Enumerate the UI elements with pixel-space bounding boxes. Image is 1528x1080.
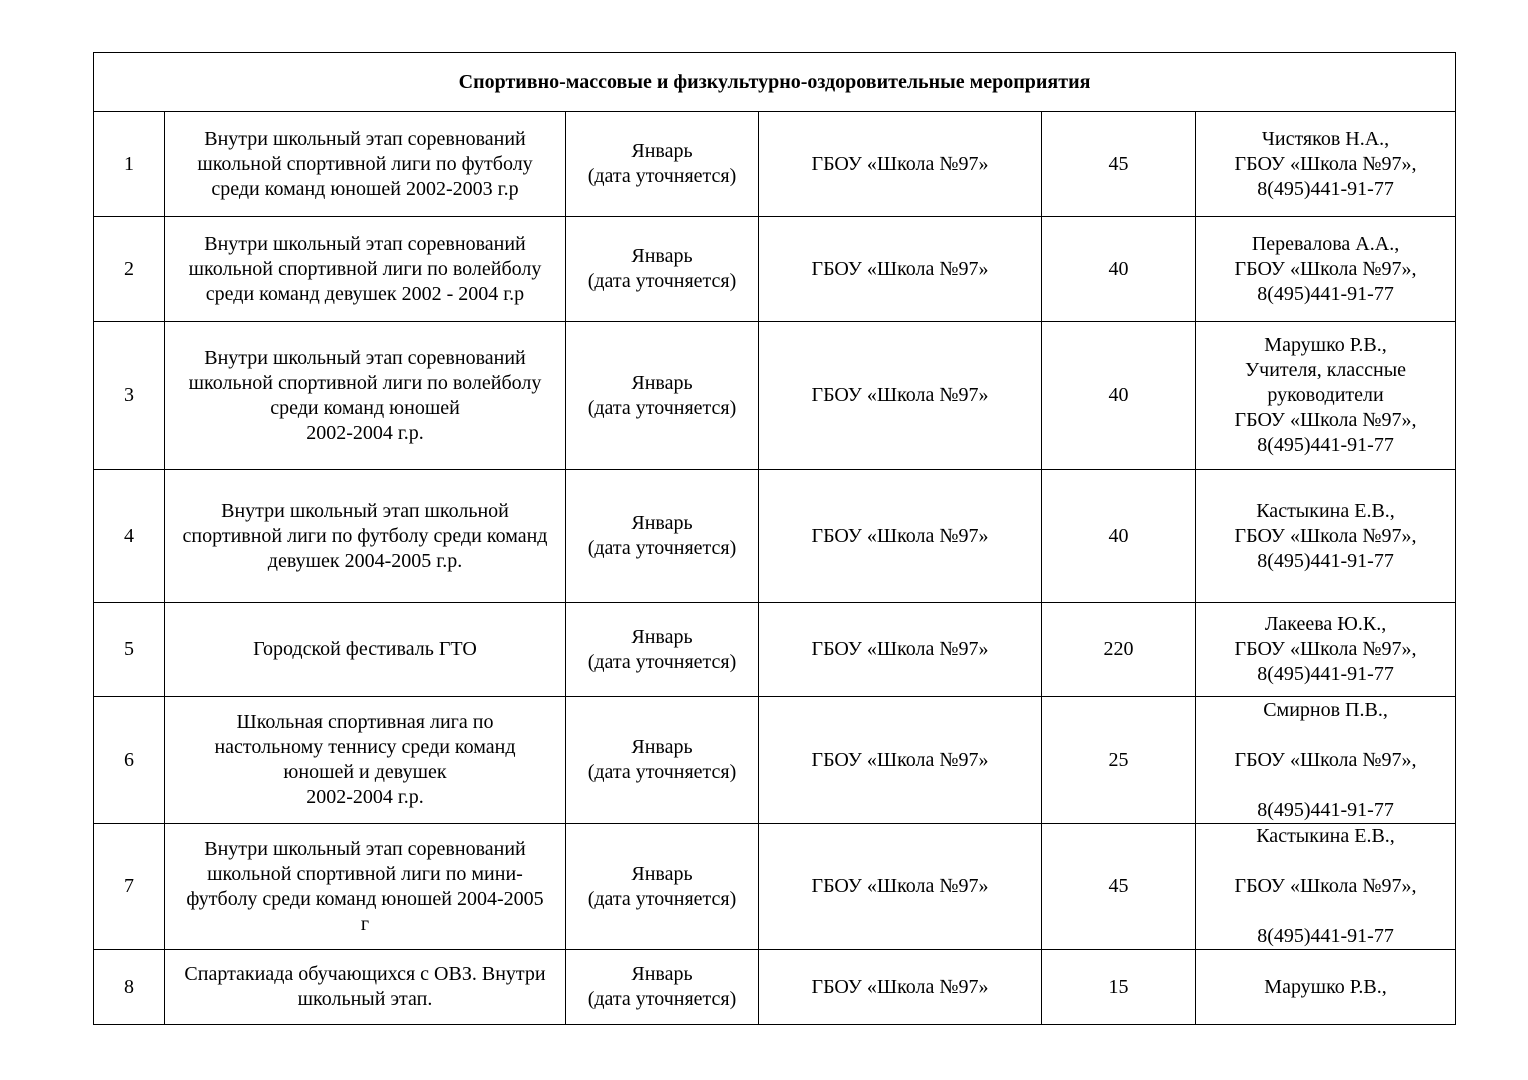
event-date: Январь (дата уточняется) xyxy=(566,697,759,824)
table-row xyxy=(94,112,1456,217)
event-date: Январь (дата уточняется) xyxy=(566,322,759,470)
participant-count: 40 xyxy=(1042,322,1196,470)
events-table xyxy=(93,52,1456,1025)
event-date: Январь (дата уточняется) xyxy=(566,470,759,603)
event-place: ГБОУ «Школа №97» xyxy=(759,697,1042,824)
row-number: 4 xyxy=(94,470,165,603)
responsible-contact: Лакеева Ю.К., ГБОУ «Школа №97», 8(495)441-91-77 xyxy=(1196,603,1456,697)
event-date: Январь (дата уточняется) xyxy=(566,824,759,950)
table-row xyxy=(94,322,1456,470)
row-number: 2 xyxy=(94,217,165,322)
event-name: Внутри школьный этап соревнований школьной спортивной лиги по мини- футболу среди команд юношей 2004-2005 г xyxy=(165,824,566,950)
event-place: ГБОУ «Школа №97» xyxy=(759,112,1042,217)
responsible-contact: Марушко Р.В., xyxy=(1196,950,1456,1025)
event-name: Спартакиада обучающихся с ОВЗ. Внутри школьный этап. xyxy=(165,950,566,1025)
table-row xyxy=(94,697,1456,824)
row-number: 8 xyxy=(94,950,165,1025)
row-number: 6 xyxy=(94,697,165,824)
participant-count: 25 xyxy=(1042,697,1196,824)
participant-count: 40 xyxy=(1042,470,1196,603)
section-title: Спортивно-массовые и физкультурно-оздоровительные мероприятия xyxy=(94,53,1456,112)
row-number: 5 xyxy=(94,603,165,697)
row-number: 1 xyxy=(94,112,165,217)
event-place: ГБОУ «Школа №97» xyxy=(759,950,1042,1025)
responsible-contact: Перевалова А.А., ГБОУ «Школа №97», 8(495)441-91-77 xyxy=(1196,217,1456,322)
event-place: ГБОУ «Школа №97» xyxy=(759,322,1042,470)
event-date: Январь (дата уточняется) xyxy=(566,950,759,1025)
responsible-contact: Кастыкина Е.В., ГБОУ «Школа №97», 8(495)441-91-77 xyxy=(1196,824,1456,950)
row-number: 7 xyxy=(94,824,165,950)
table-row xyxy=(94,217,1456,322)
event-name: Внутри школьный этап школьной спортивной лиги по футболу среди команд девушек 2004-2005 г.р. xyxy=(165,470,566,603)
event-date: Январь (дата уточняется) xyxy=(566,112,759,217)
event-name: Городской фестиваль ГТО xyxy=(165,603,566,697)
table-row xyxy=(94,470,1456,603)
responsible-contact: Смирнов П.В., ГБОУ «Школа №97», 8(495)441-91-77 xyxy=(1196,697,1456,824)
event-place: ГБОУ «Школа №97» xyxy=(759,217,1042,322)
participant-count: 15 xyxy=(1042,950,1196,1025)
event-place: ГБОУ «Школа №97» xyxy=(759,603,1042,697)
table-row xyxy=(94,950,1456,1025)
participant-count: 45 xyxy=(1042,112,1196,217)
event-name: Внутри школьный этап соревнований школьной спортивной лиги по волейболу среди команд юношей 2002-2004 г.р. xyxy=(165,322,566,470)
participant-count: 40 xyxy=(1042,217,1196,322)
event-date: Январь (дата уточняется) xyxy=(566,603,759,697)
event-date: Январь (дата уточняется) xyxy=(566,217,759,322)
responsible-contact: Марушко Р.В., Учителя, классные руководители ГБОУ «Школа №97», 8(495)441-91-77 xyxy=(1196,322,1456,470)
table-row xyxy=(94,824,1456,950)
event-name: Школьная спортивная лига по настольному теннису среди команд юношей и девушек 2002-2004 г.р. xyxy=(165,697,566,824)
event-name: Внутри школьный этап соревнований школьной спортивной лиги по футболу среди команд юношей 2002-2003 г.р xyxy=(165,112,566,217)
row-number: 3 xyxy=(94,322,165,470)
participant-count: 220 xyxy=(1042,603,1196,697)
responsible-contact: Кастыкина Е.В., ГБОУ «Школа №97», 8(495)441-91-77 xyxy=(1196,470,1456,603)
event-place: ГБОУ «Школа №97» xyxy=(759,470,1042,603)
responsible-contact: Чистяков Н.А., ГБОУ «Школа №97», 8(495)441-91-77 xyxy=(1196,112,1456,217)
table-row xyxy=(94,603,1456,697)
event-name: Внутри школьный этап соревнований школьной спортивной лиги по волейболу среди команд девушек 2002 - 2004 г.р xyxy=(165,217,566,322)
section-header-row xyxy=(94,53,1456,112)
participant-count: 45 xyxy=(1042,824,1196,950)
event-place: ГБОУ «Школа №97» xyxy=(759,824,1042,950)
